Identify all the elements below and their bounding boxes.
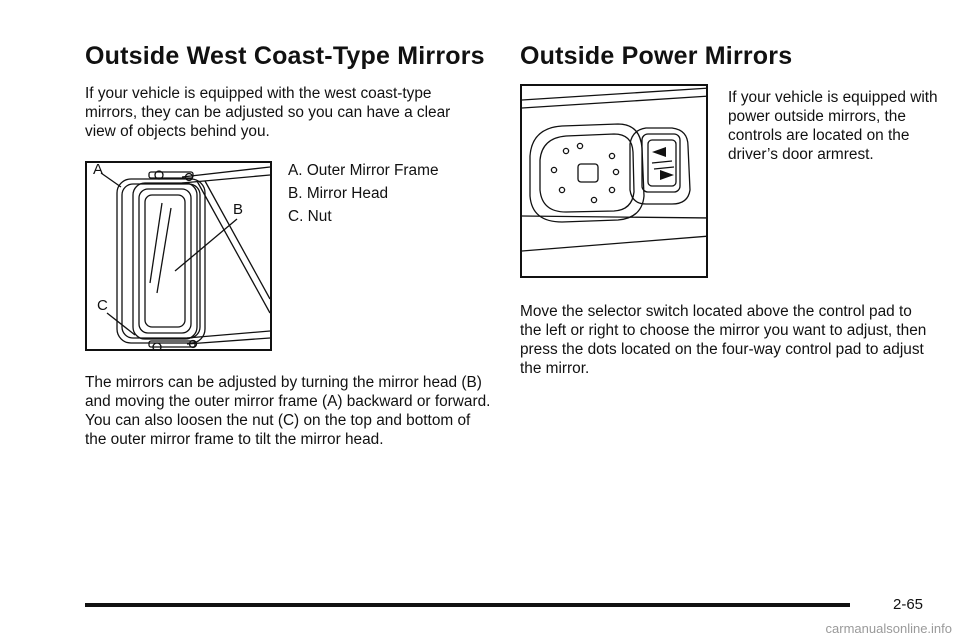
- right-column: [520, 40, 938, 378]
- legend-item-mirror-head: B. Mirror Head: [288, 185, 389, 202]
- figure-label-b: B: [233, 201, 244, 218]
- power-mirror-body: Move the selector switch located above the control pad to the left or right to choose the mirror you want to adjust, then press the dots located on the four-way control pad to adjust the mirror.: [520, 303, 927, 377]
- west-coast-legend: [288, 161, 498, 230]
- footer-rule: [85, 603, 850, 607]
- figure-label-a: A: [93, 161, 104, 178]
- power-mirror-side-text: If your vehicle is equipped with power outside mirrors, the controls are located on the driver’s door armrest.: [728, 89, 938, 163]
- section-title-west-coast-mirrors: Outside West Coast-Type Mirrors: [85, 42, 485, 70]
- watermark: carmanualsonline.info: [825, 621, 952, 636]
- left-column: [85, 40, 495, 449]
- west-coast-figure-row: [85, 161, 495, 351]
- west-coast-intro: If your vehicle is equipped with the west coast-type mirrors, they can be adjusted so you can have a clear view of objects behind you.: [85, 85, 451, 140]
- power-mirror-control-drawing: [522, 86, 708, 278]
- figure-label-c: C: [97, 297, 108, 314]
- section-title-power-mirrors: Outside Power Mirrors: [520, 42, 793, 70]
- west-coast-body: The mirrors can be adjusted by turning the mirror head (B) and moving the outer mirror frame (A) backward or forward. You can also loosen the nut (C) on the top and bottom of the outer mirror frame to tilt the mirror head.: [85, 374, 491, 448]
- page-number: 2-65: [893, 596, 924, 613]
- power-mirror-figure-row: [520, 84, 938, 276]
- west-coast-mirror-illustration: [85, 161, 272, 351]
- west-coast-mirror-drawing: [87, 163, 272, 351]
- power-mirror-control-illustration: [520, 84, 708, 278]
- legend-item-outer-mirror-frame: A. Outer Mirror Frame: [288, 162, 439, 179]
- legend-item-nut: C. Nut: [288, 208, 332, 225]
